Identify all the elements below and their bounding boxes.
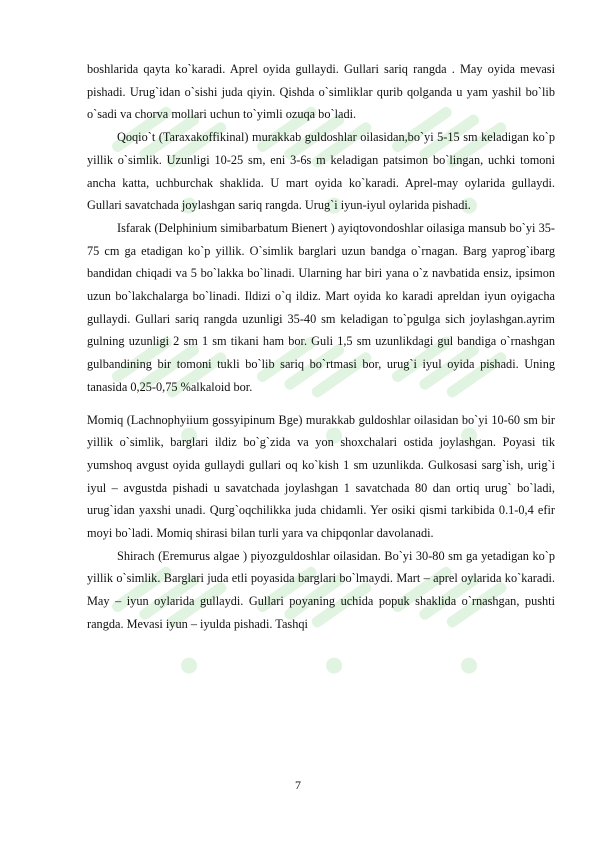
paragraph-1: boshlarida qayta ko`karadi. Aprel oyida gullaydi. Gullari sariq rangda . May oyida mevasi pishadi. Urug`idan o`sishi juda qiyin. Qishda o`simliklar qurib qolganda u yam yashil bo`lib o`sadi va chorva mollari uchun to`yimli ozuqa bo`ladi. <box>87 62 555 122</box>
paragraph-3: Isfarak (Delphinium simibarbatum Bienert ) ayiqtovondoshlar oilasiga mansub bo`yi 35-75 cm ga etadigan ko`p yillik. O`simlik barglari uzun bandga o`rnagan. Barg yaprog`ibarg bandidan chiqadi va 5 bo`lakka bo`linadi. Ularning har biri yana o`z navbatida ensiz, ipsimon uzun bo`lakchalarga bo`linadi. Ildizi o`q ildiz. Mart oyida ko karadi apreldan iyun oyigacha gullaydi. Gullari sariq rangda uzunligi 35-40 sm keladigan to`pgulga sich joylashgan.ayrim gulning uzunligi 2 sm 1 sm tikani ham bor. Guli 1,5 sm uzunlikdagi gul bandiga o`rnashgan gulbandining bir tomoni tukli bo`lib sariq bo`rtmasi bor, urug`i iyul oyida pishadi. Uning tanasida 0,25-0,75 %alkaloid bor. <box>87 220 555 394</box>
paragraph-4: Momiq (Lachnophyiium gossyipinum Bge) murakkab guldoshlar oilasidan bo`yi 10-60 sm bir yillik o`simlik, barglari ildiz bo`g`zida va yon shoxchalari ostida joylashgan. Poyasi tik yumshoq avgust oyida gullaydi gullari oq ko`kish 1 sm uzunlikda. Gulkosasi sarg`ish, urig`i iyul – avgustda pishadi u savatchada joylashgan 1 savatchada 80 dan ortiq urug` bo`ladi, urug`idan yaxshi unadi. Qurg`oqchilikka juda chidamli. Yer osiki qismi tarkibida 0.1-0,4 efir moyi bo`ladi. Momiq shirasi bilan turli yara va chipqonlar davolanadi. <box>87 412 555 541</box>
paragraph-2: Qoqio`t (Taraxakoffikinal) murakkab guldoshlar oilasidan,bo`yi 5-15 sm keladigan ko`p yillik o`simlik. Uzunligi 10-25 sm, eni 3-6s m keladigan patsimon bo`lingan, uchki tomoni ancha katta, uchburchak shaklida. U mart oyida ko`karadi. Aprel-may oylarida gullaydi. Gullari savatchada joylashgan sariq rangda. Urug`i iyun-iyul oylarida pishadi. <box>87 130 555 213</box>
paragraph-5: Shirach (Eremurus algae ) piyozguldoshlar oilasidan. Bo`yi 30-80 sm ga yetadigan ko`p yillik o`simlik. Barglari juda etli poyasida barglari bo`lmaydi. Mart – aprel oylarida ko`karadi. May – iyun oylarida gullaydi. Gullari poyaning uchida popuk shaklida o`rnashgan, pushti rangda. Mevasi iyun – iyulda pishadi. Tashqi <box>87 548 555 631</box>
page-number: 7 <box>295 778 301 792</box>
document-body <box>87 58 555 636</box>
